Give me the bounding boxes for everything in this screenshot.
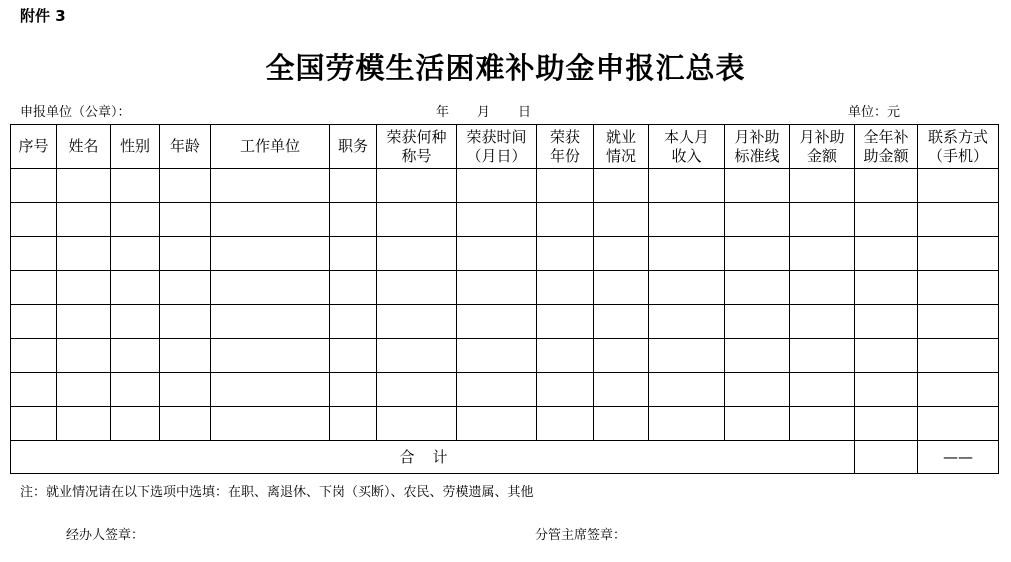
table-cell[interactable] — [537, 305, 594, 339]
table-cell[interactable] — [649, 237, 725, 271]
table-cell[interactable] — [57, 373, 111, 407]
table-cell[interactable] — [918, 373, 999, 407]
table-cell[interactable] — [377, 339, 457, 373]
column-header-label: 姓名 — [68, 137, 99, 155]
table-cell[interactable] — [855, 407, 918, 441]
total-label-cell — [11, 441, 855, 474]
attachment-number: 附件 3 — [20, 7, 66, 25]
table-cell[interactable] — [537, 237, 594, 271]
column-header-label-line2: 助金额 — [863, 146, 909, 165]
table-cell[interactable] — [57, 339, 111, 373]
table-cell[interactable] — [57, 237, 111, 271]
table-cell[interactable] — [330, 169, 377, 203]
table-cell[interactable] — [855, 305, 918, 339]
reporting-unit-label: 申报单位（公章）： — [20, 105, 131, 120]
column-header — [160, 125, 211, 169]
handler-signature-label: 经办人签章： — [66, 528, 145, 543]
table-cell[interactable] — [855, 203, 918, 237]
table-cell[interactable] — [377, 169, 457, 203]
table-cell[interactable] — [57, 271, 111, 305]
table-cell[interactable] — [594, 169, 649, 203]
table-cell[interactable] — [330, 339, 377, 373]
table-cell[interactable] — [790, 339, 855, 373]
table-cell[interactable] — [57, 169, 111, 203]
table-cell[interactable] — [537, 339, 594, 373]
table-row — [11, 373, 999, 407]
table-cell[interactable] — [11, 339, 57, 373]
column-header-label-line2: 标准线 — [734, 146, 780, 165]
table-cell[interactable] — [790, 271, 855, 305]
table-cell[interactable] — [725, 237, 790, 271]
table-cell[interactable] — [790, 407, 855, 441]
table-cell[interactable] — [57, 407, 111, 441]
table-row — [11, 305, 999, 339]
table-cell[interactable] — [537, 169, 594, 203]
table-cell[interactable] — [111, 407, 160, 441]
form-title: 全国劳模生活困难补助金申报汇总表 — [265, 51, 746, 85]
column-header-label: 荣获何种 — [386, 127, 447, 146]
column-header-label: 荣获时间 — [466, 127, 527, 146]
table-cell[interactable] — [918, 339, 999, 373]
table-cell[interactable] — [457, 271, 537, 305]
employment-note: 注：就业情况请在以下选项中选填：在职、离退休、下岗（买断）、农民、劳模遗属、其他 — [20, 485, 534, 500]
table-cell[interactable] — [594, 407, 649, 441]
column-header-label: 月补助 — [734, 127, 780, 146]
table-cell[interactable] — [11, 203, 57, 237]
table-cell[interactable] — [725, 305, 790, 339]
total-row — [11, 441, 999, 474]
table-cell[interactable] — [377, 373, 457, 407]
table-cell[interactable] — [211, 169, 330, 203]
total-dash: —— — [943, 447, 973, 466]
table-cell[interactable] — [725, 373, 790, 407]
table-cell[interactable] — [537, 203, 594, 237]
table-cell[interactable] — [855, 237, 918, 271]
table-cell[interactable] — [790, 169, 855, 203]
table-cell[interactable] — [855, 271, 918, 305]
table-cell[interactable] — [790, 203, 855, 237]
table-cell[interactable] — [649, 203, 725, 237]
table-row — [11, 271, 999, 305]
table-cell[interactable] — [211, 373, 330, 407]
table-cell[interactable] — [11, 305, 57, 339]
chairman-signature-label: 分管主席签章： — [535, 528, 627, 543]
date-day-label: 日 — [518, 105, 532, 120]
table-cell[interactable] — [790, 305, 855, 339]
column-header — [457, 125, 537, 169]
table-cell[interactable] — [649, 169, 725, 203]
table-cell[interactable] — [649, 373, 725, 407]
table-cell[interactable] — [457, 339, 537, 373]
column-header-label-line2: 情况 — [605, 146, 636, 165]
table-cell[interactable] — [537, 407, 594, 441]
table-cell[interactable] — [457, 237, 537, 271]
table-cell[interactable] — [211, 203, 330, 237]
table-row — [11, 407, 999, 441]
column-header-label-line2: （手机） — [927, 146, 988, 165]
column-header — [330, 125, 377, 169]
table-cell[interactable] — [111, 305, 160, 339]
total-amount-cell[interactable] — [855, 441, 918, 474]
table-cell[interactable] — [11, 373, 57, 407]
table-cell[interactable] — [725, 271, 790, 305]
table-cell[interactable] — [457, 373, 537, 407]
table-cell[interactable] — [11, 169, 57, 203]
table-cell[interactable] — [330, 237, 377, 271]
column-header-label-line2: 金额 — [806, 146, 837, 165]
column-header — [649, 125, 725, 169]
table-cell[interactable] — [918, 169, 999, 203]
table-cell[interactable] — [111, 373, 160, 407]
table-cell[interactable] — [594, 373, 649, 407]
table-cell[interactable] — [160, 203, 211, 237]
table-cell[interactable] — [111, 203, 160, 237]
table-cell[interactable] — [377, 203, 457, 237]
table-cell[interactable] — [377, 271, 457, 305]
table-cell[interactable] — [649, 305, 725, 339]
column-header-label: 全年补 — [863, 127, 909, 146]
table-cell[interactable] — [594, 305, 649, 339]
table-row — [11, 339, 999, 373]
column-header-label-line2: 年份 — [549, 146, 580, 165]
table-cell[interactable] — [594, 339, 649, 373]
table-row — [11, 237, 999, 271]
column-header — [918, 125, 999, 169]
date-month-label: 月 — [477, 105, 491, 120]
table-cell[interactable] — [330, 271, 377, 305]
column-header-label: 就业 — [605, 127, 636, 146]
table-cell[interactable] — [330, 373, 377, 407]
table-cell[interactable] — [457, 169, 537, 203]
column-header-label: 月补助 — [799, 127, 845, 146]
table-cell[interactable] — [11, 407, 57, 441]
table-cell[interactable] — [211, 305, 330, 339]
table-cell[interactable] — [855, 339, 918, 373]
total-label: 合计 — [399, 447, 466, 466]
table-cell[interactable] — [537, 271, 594, 305]
column-header — [594, 125, 649, 169]
table-cell[interactable] — [537, 373, 594, 407]
column-header — [725, 125, 790, 169]
table-cell[interactable] — [855, 373, 918, 407]
table-cell[interactable] — [111, 339, 160, 373]
table-cell[interactable] — [457, 407, 537, 441]
table-cell[interactable] — [725, 407, 790, 441]
table-cell[interactable] — [11, 271, 57, 305]
table-cell[interactable] — [855, 169, 918, 203]
table-cell[interactable] — [160, 305, 211, 339]
total-contact-cell — [918, 441, 999, 474]
column-header-label: 荣获 — [549, 127, 580, 146]
column-header-label: 年龄 — [169, 137, 200, 155]
table-cell[interactable] — [918, 407, 999, 441]
table-cell[interactable] — [377, 407, 457, 441]
table-cell[interactable] — [918, 305, 999, 339]
table-cell[interactable] — [211, 237, 330, 271]
table-row — [11, 169, 999, 203]
column-header-label: 本人月 — [663, 127, 709, 146]
date-year-label: 年 — [436, 105, 450, 120]
table-cell[interactable] — [111, 237, 160, 271]
table-cell[interactable] — [11, 237, 57, 271]
table-cell[interactable] — [160, 169, 211, 203]
table-cell[interactable] — [594, 237, 649, 271]
column-header — [537, 125, 594, 169]
table-cell[interactable] — [790, 373, 855, 407]
table-cell[interactable] — [594, 203, 649, 237]
table-cell[interactable] — [160, 271, 211, 305]
column-header-label: 工作单位 — [239, 137, 300, 155]
column-header — [855, 125, 918, 169]
table-cell[interactable] — [160, 339, 211, 373]
table-cell[interactable] — [649, 407, 725, 441]
table-header-row — [11, 125, 999, 169]
table-cell[interactable] — [377, 237, 457, 271]
table-cell[interactable] — [330, 305, 377, 339]
table-cell[interactable] — [160, 407, 211, 441]
table-cell[interactable] — [211, 339, 330, 373]
column-header-label-line2: （月日） — [466, 146, 527, 165]
table-cell[interactable] — [211, 271, 330, 305]
column-header — [111, 125, 160, 169]
table-cell[interactable] — [649, 271, 725, 305]
table-cell[interactable] — [457, 305, 537, 339]
table-cell[interactable] — [594, 271, 649, 305]
table-cell[interactable] — [211, 407, 330, 441]
table-cell[interactable] — [725, 203, 790, 237]
table-cell[interactable] — [918, 237, 999, 271]
table-cell[interactable] — [330, 407, 377, 441]
table-cell[interactable] — [377, 305, 457, 339]
summary-table — [10, 124, 999, 474]
column-header-label: 性别 — [119, 137, 150, 155]
table-cell[interactable] — [725, 169, 790, 203]
column-header — [11, 125, 57, 169]
table-cell[interactable] — [918, 203, 999, 237]
table-cell[interactable] — [918, 271, 999, 305]
column-header — [377, 125, 457, 169]
table-cell[interactable] — [457, 203, 537, 237]
table-cell[interactable] — [57, 305, 111, 339]
table-cell[interactable] — [57, 203, 111, 237]
column-header-label-line2: 收入 — [671, 146, 702, 165]
table-cell[interactable] — [725, 339, 790, 373]
table-cell[interactable] — [790, 237, 855, 271]
column-header — [790, 125, 855, 169]
column-header-label-line2: 称号 — [401, 146, 432, 165]
table-cell[interactable] — [160, 373, 211, 407]
table-cell[interactable] — [111, 169, 160, 203]
table-row — [11, 203, 999, 237]
currency-unit-label: 单位：元 — [848, 105, 901, 120]
table-cell[interactable] — [649, 339, 725, 373]
table-cell[interactable] — [330, 203, 377, 237]
column-header-label: 序号 — [18, 137, 49, 155]
column-header — [211, 125, 330, 169]
column-header-label: 联系方式 — [927, 127, 988, 146]
column-header-label: 职务 — [337, 137, 368, 155]
table-cell[interactable] — [160, 237, 211, 271]
column-header — [57, 125, 111, 169]
table-cell[interactable] — [111, 271, 160, 305]
